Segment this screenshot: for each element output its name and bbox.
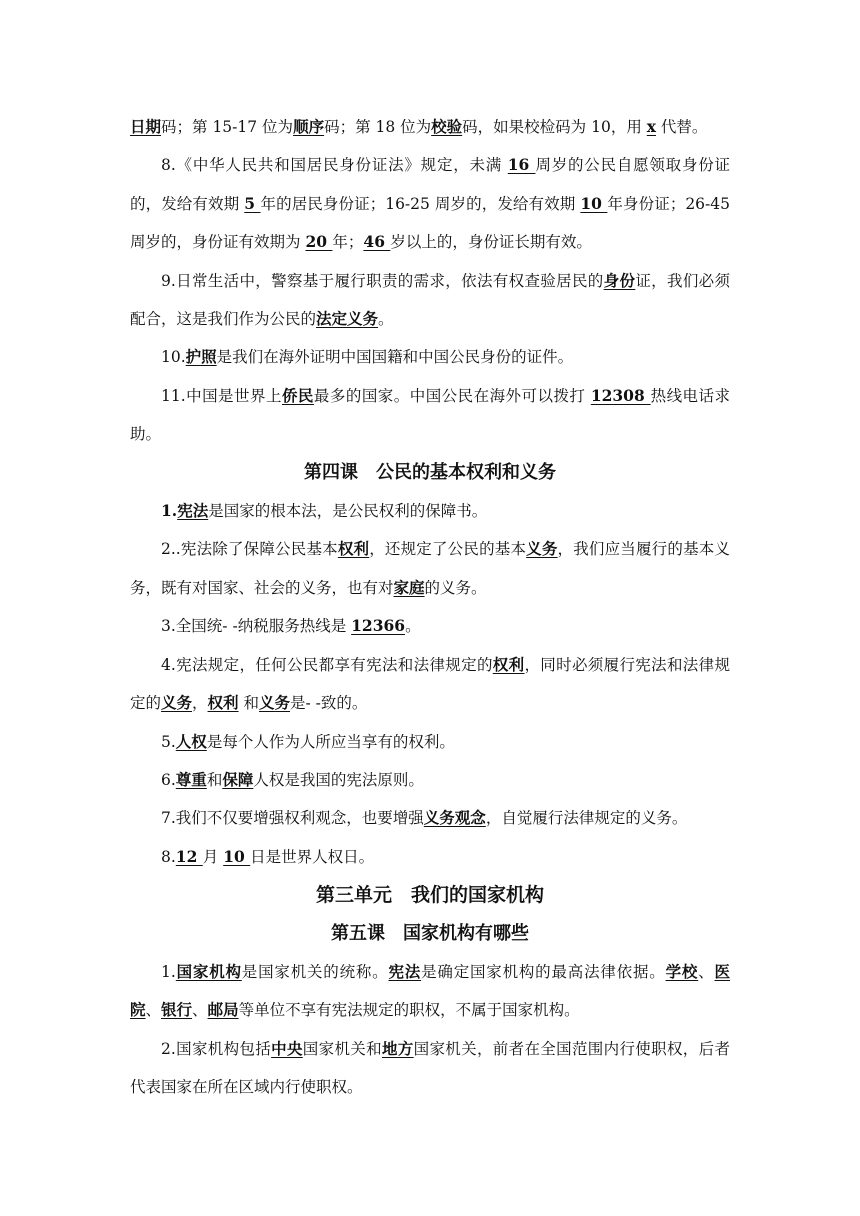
key-term: 12308	[590, 385, 651, 405]
key-term: 10	[223, 846, 251, 866]
key-term: 日期	[130, 117, 162, 136]
key-term: 12	[175, 846, 203, 866]
key-term: 权利	[207, 693, 239, 713]
text-run: 、	[192, 1001, 208, 1020]
text-run: 、	[698, 962, 715, 981]
text-run: 3.全国统- -纳税服务热线是	[161, 617, 352, 636]
key-term: 邮局	[207, 1000, 239, 1020]
text-run: 码；第 18 位为	[324, 118, 432, 136]
text-run: ，还规定了公民的基本	[369, 540, 527, 559]
text-run: ，同时必须履行宪法和法律规定的	[130, 655, 730, 713]
text-run: 4.宪法规定，任何公民都享有宪法和法律规定的	[161, 655, 493, 674]
key-term: 尊重	[175, 769, 207, 789]
key-term: 侨民	[281, 385, 314, 405]
key-term: 人权	[175, 731, 207, 751]
key-term: 宪法	[388, 961, 422, 981]
text-run: 和	[206, 770, 223, 789]
key-term: 12366	[351, 616, 406, 636]
paragraph-l4-8	[130, 838, 730, 876]
key-term: 顺序	[293, 117, 325, 136]
text-run: 。	[405, 617, 421, 636]
text-run: ，自觉履行法律规定的义务。	[485, 809, 688, 828]
text-run: ，	[192, 694, 208, 713]
key-term: 银行	[161, 1000, 193, 1020]
key-term: x	[646, 117, 656, 136]
key-term: 地方	[381, 1038, 414, 1058]
document-page	[130, 108, 730, 1107]
text-run: 第三单元 我们的国家机构	[315, 884, 544, 907]
text-run: 是国家的根本法，是公民权利的保障书。	[208, 502, 488, 521]
key-term: 中央	[271, 1038, 303, 1058]
text-run: 7.我们不仅要增强权利观念，也要增强	[161, 809, 424, 828]
paragraph-l4-4	[130, 646, 730, 723]
key-term: 义务	[526, 539, 558, 559]
key-term: 16	[507, 155, 536, 175]
text-run: 2.国家机构包括	[161, 1039, 272, 1058]
key-term: 校验	[431, 117, 463, 136]
text-run: 10.	[161, 348, 186, 367]
text-run: 第四课 公民的基本权利和义务	[304, 461, 556, 483]
item-number: 1.	[161, 501, 178, 521]
text-run: 是我们在海外证明中国国籍和中国公民身份的证件。	[216, 348, 574, 367]
paragraph-l5-2	[130, 1030, 730, 1107]
key-term: 学校	[665, 961, 699, 981]
text-run: 第五课 国家机构有哪些	[331, 922, 529, 944]
paragraph-l4-3	[130, 607, 730, 645]
text-run: 码；第 15-17 位为	[161, 118, 294, 136]
paragraph-l4-1	[130, 492, 730, 530]
key-term: 宪法	[177, 501, 209, 521]
paragraph-p7-tail	[130, 108, 730, 146]
text-run: 周岁的公民自愿领取身份证的，发给有效期	[130, 156, 730, 213]
text-run: 年的居民身份证；16-25 周岁的，发给有效期	[260, 194, 581, 213]
text-run: 5.	[161, 732, 176, 751]
text-run: 8.	[161, 847, 176, 866]
lesson-heading	[130, 454, 730, 492]
text-run: 11.中国是世界上	[161, 386, 282, 405]
text-run: 证，我们必须配合，这是我们作为公民的	[130, 271, 730, 329]
text-run: 码，如果校检码为 10，用	[462, 118, 647, 136]
text-run: 年；	[332, 233, 364, 252]
text-run: 日是世界人权日。	[250, 847, 375, 866]
unit-heading	[130, 876, 730, 914]
text-run: 是- -致的。	[290, 694, 368, 713]
key-term: 护照	[185, 347, 217, 367]
key-term: 法定义务	[316, 309, 379, 329]
paragraph-l4-6	[130, 761, 730, 799]
key-term: 义务	[161, 693, 193, 713]
text-run: 国家机关，前者在全国范围内行使职权，后者代表国家在所在区域内行使职权。	[130, 1039, 730, 1097]
key-term: 身份	[603, 270, 636, 290]
paragraph-p9	[130, 262, 730, 339]
text-run: 、	[145, 1001, 162, 1020]
key-term: 家庭	[393, 577, 425, 597]
key-term: 20	[305, 232, 333, 252]
text-run: 是每个人作为人所应当享有的权利。	[206, 732, 455, 751]
paragraph-l4-5	[130, 723, 730, 761]
paragraph-p11	[130, 377, 730, 454]
paragraph-l4-2	[130, 530, 730, 607]
text-run: 年身份证；26-45 周岁的，身份证有效期为	[130, 194, 731, 252]
text-run: 最多的国家。中国公民在海外可以拨打	[313, 386, 591, 405]
text-run: 月	[202, 847, 224, 866]
key-term: 权利	[337, 539, 370, 559]
paragraph-p10	[130, 338, 730, 376]
text-run: 等单位不享有宪法规定的职权，不属于国家机构。	[238, 1001, 580, 1020]
paragraph-l5-1	[130, 953, 730, 1030]
text-run: 9.日常生活中，警察基于履行职责的需求，依法有权查验居民的	[161, 271, 604, 290]
text-run: 2..宪法除了保障公民基本	[161, 540, 338, 559]
text-run: 代替。	[656, 118, 708, 136]
text-run: 和	[238, 694, 259, 713]
text-run: ，我们应当履行的基本义务，既有对国家、社会的义务，也有对	[130, 540, 730, 597]
text-run: 6.	[161, 770, 176, 789]
key-term: 10	[580, 193, 608, 213]
text-run: 国家机关和	[302, 1039, 382, 1058]
text-run: 热线电话求助。	[130, 386, 730, 444]
key-term: 国家机构	[175, 961, 242, 981]
key-term: 46	[363, 232, 391, 252]
key-term: 义务观念	[423, 808, 486, 828]
key-term: 5	[244, 193, 261, 213]
key-term: 义务	[259, 693, 291, 713]
key-term: 保障	[222, 769, 254, 789]
paragraph-p8	[130, 146, 730, 261]
key-term: 医院	[130, 961, 730, 1020]
lesson-heading	[130, 915, 730, 953]
text-run: 人权是我国的宪法原则。	[253, 770, 424, 789]
key-term: 权利	[492, 654, 525, 674]
paragraph-l4-7	[130, 799, 730, 837]
text-run: 的义务。	[424, 578, 487, 597]
text-run: 是确定国家机构的最高法律依据。	[421, 962, 666, 981]
text-run: 8.《中华人民共和国居民身份证法》规定，未满	[161, 156, 508, 175]
text-run: 。	[378, 310, 394, 329]
text-run: 岁以上的，身份证长期有效。	[390, 233, 592, 252]
text-run: 是国家机关的统称。	[241, 962, 389, 981]
text-run: 1.	[161, 962, 176, 981]
